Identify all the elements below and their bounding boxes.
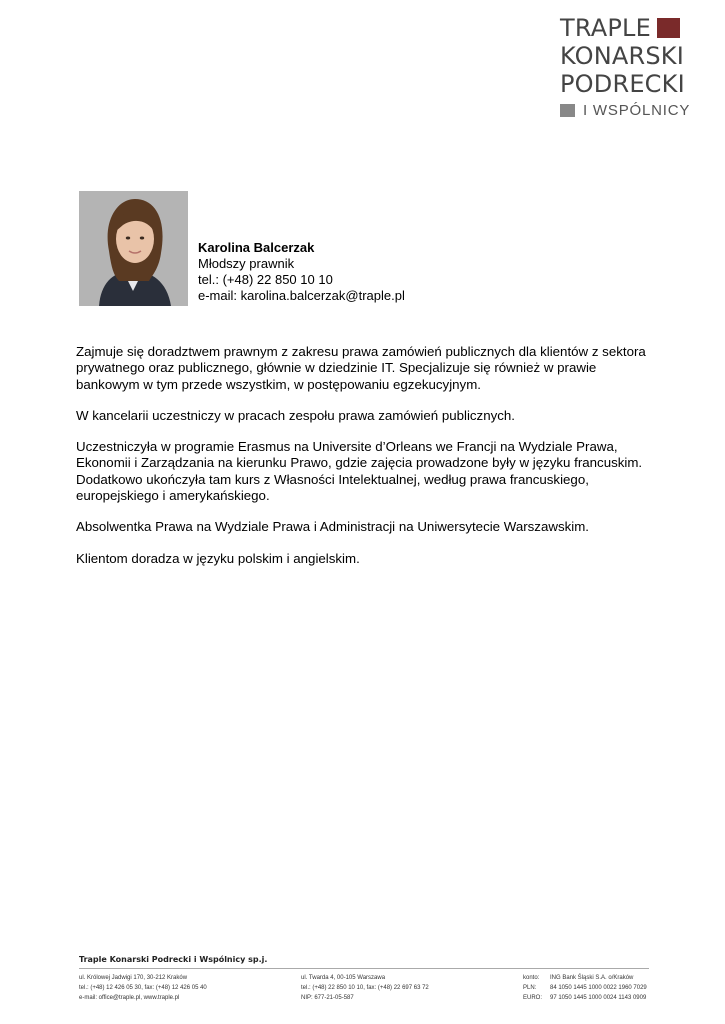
page-footer <box>79 955 649 1003</box>
bank-value: ING Bank Śląski S.A. o/Kraków <box>550 975 634 981</box>
bank-value: 97 1050 1445 1000 0024 1143 0909 <box>550 995 647 1001</box>
footer-line: ul. Królowej Jadwigi 170, 30-212 Kraków <box>79 975 188 981</box>
firm-logo <box>560 14 705 119</box>
logo-grey-square <box>560 104 575 117</box>
person-email: e-mail: karolina.balcerzak@traple.pl <box>198 288 405 303</box>
footer-divider <box>79 968 649 969</box>
profile-photo <box>79 191 188 306</box>
bio-paragraph: Klientom doradza w języku polskim i angielskim. <box>76 550 360 566</box>
footer-line: e-mail: office@traple.pl, www.traple.pl <box>79 995 180 1001</box>
logo-line-4: I WSPÓLNICY <box>583 102 691 119</box>
footer-line: NIP: 677-21-05-587 <box>301 995 354 1001</box>
person-name: Karolina Balcerzak <box>198 240 315 255</box>
footer-line: ul. Twarda 4, 00-105 Warszawa <box>301 975 386 981</box>
footer-krakow-office <box>79 973 207 1003</box>
bank-label: EURO: <box>523 995 543 1001</box>
bio-paragraph: W kancelarii uczestniczy w pracach zespołu prawa zamówień publicznych. <box>76 407 515 423</box>
bank-label: PLN: <box>523 985 537 991</box>
footer-line: tel.: (+48) 12 426 05 30, fax: (+48) 12 426 05 40 <box>79 985 207 991</box>
bio-text <box>76 344 656 582</box>
logo-line-2: KONARSKI <box>560 42 685 70</box>
bank-row <box>523 983 649 993</box>
footer-line: tel.: (+48) 22 850 10 10, fax: (+48) 22 697 63 72 <box>301 985 429 991</box>
contact-block <box>198 240 405 304</box>
bank-row <box>523 993 649 1003</box>
footer-firm-name: Traple Konarski Podrecki i Wspólnicy sp.j. <box>79 955 268 964</box>
bank-row <box>523 973 649 983</box>
person-portrait-icon <box>79 191 188 306</box>
bio-paragraph: Uczestniczyła w programie Erasmus na Universite d’Orleans we Francji na Wydziale Prawa, Ekonomii i Zarządzania na kierunku Prawo, gdzie zajęcia prowadzone były w języku francuskim. Dodatkowo ukończyła tam kurs z Własności Intelektualnej, według prawa francuskiego, europejskiego i amerykańskiego. <box>76 439 643 504</box>
bio-paragraph: Absolwentka Prawa na Wydziale Prawa i Administracji na Uniwersytecie Warszawskim. <box>76 519 589 535</box>
logo-red-square <box>657 18 680 38</box>
bio-paragraph: Zajmuje się doradztwem prawnym z zakresu prawa zamówień publicznych dla klientów z sektora prywatnego oraz publicznego, głównie w dziedzinie IT. Specjalizuje się również w prawie bankowym w tym przede wszystkim, w postępowaniu egzekucyjnym. <box>76 344 646 392</box>
person-title: Młodszy prawnik <box>198 256 295 271</box>
logo-line-3: PODRECKI <box>560 70 685 98</box>
person-phone: tel.: (+48) 22 850 10 10 <box>198 272 333 287</box>
bank-label: konto: <box>523 975 540 981</box>
logo-line-1: TRAPLE <box>560 14 651 42</box>
footer-warszawa-office <box>301 973 429 1003</box>
footer-bank-details <box>523 973 649 1003</box>
bank-value: 84 1050 1445 1000 0022 1960 7029 <box>550 985 647 991</box>
